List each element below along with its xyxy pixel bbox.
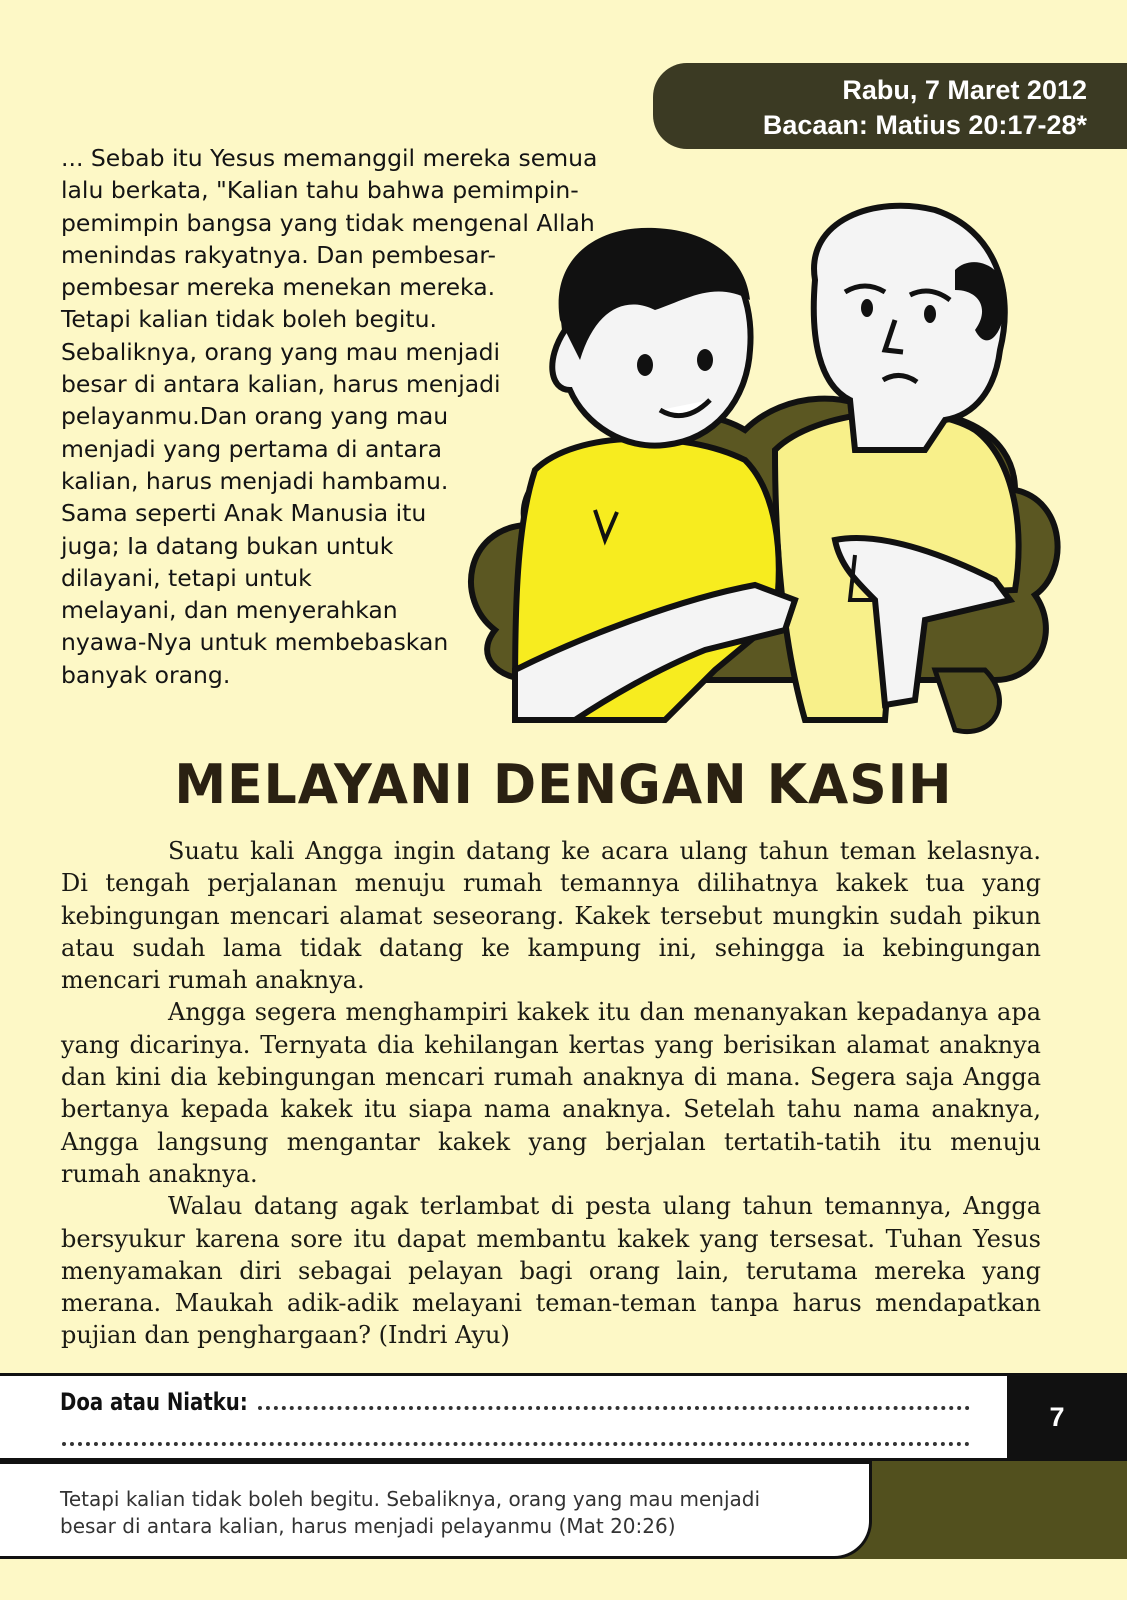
- verse-line: banyak orang.: [61, 660, 231, 689]
- verse-line: kalian, harus menjadi hambamu.: [61, 466, 449, 495]
- dotted-line: [258, 1406, 970, 1410]
- verse-line: Tetapi kalian tidak boleh begitu.: [61, 305, 437, 334]
- boy-helping-old-man-illustration: [455, 200, 1075, 755]
- verse-line: lalu berkata, "Kalian tahu bahwa pemimpin-: [61, 176, 579, 205]
- story-paragraph: Walau datang agak terlambat di pesta ulang tahun temannya, Angga bersyukur karena sore itu dapat membantu kakek yang tersesat. Tuhan Yesus menyamakan diri sebagai pelayan bagi orang lain, terutama mereka yang merana. Maukah adik-adik melayani teman-teman tanpa harus mendapatkan pujian dan penghargaan? (Indri Ayu): [61, 1192, 1041, 1350]
- footer-verse-box: [0, 1461, 872, 1559]
- footer-verse: [60, 1486, 760, 1540]
- verse-line: nyawa-Nya untuk membebaskan: [61, 628, 449, 657]
- reading-reference: Bacaan: Matius 20:17-28*: [762, 110, 1087, 140]
- verse-line: pelayanmu.Dan orang yang mau: [61, 402, 449, 431]
- verse-line: pembesar mereka menekan mereka.: [61, 273, 496, 302]
- verse-line: juga; Ia datang bukan untuk: [61, 531, 394, 560]
- verse-line: Sama seperti Anak Manusia itu: [61, 499, 427, 528]
- verse-line: pemimpin bangsa yang tidak mengenal Allah: [61, 208, 595, 237]
- prayer-label: Doa atau Niatku:: [60, 1388, 248, 1416]
- verse-line: ... Sebab itu Yesus memanggil mereka semua: [61, 144, 598, 172]
- date-banner: [653, 63, 1127, 149]
- prayer-box: [0, 1373, 1007, 1461]
- verse-line: menjadi yang pertama di antara: [61, 434, 442, 463]
- story-text: [61, 835, 1041, 1352]
- page-title: MELAYANI DENGAN KASIH: [174, 753, 953, 817]
- verse-line: besar di antara kalian, harus menjadi: [61, 370, 501, 399]
- verse-line: dilayani, tetapi untuk: [61, 563, 312, 592]
- verse-line: Sebaliknya, orang yang mau menjadi: [61, 337, 501, 366]
- story-paragraph: Suatu kali Angga ingin datang ke acara ulang tahun teman kelasnya. Di tengah perjalanan menuju rumah temannya dilihatnya kakek tua yang kebingungan mencari alamat seseorang. Kakek tersebut mungkin sudah pikun atau sudah lama tidak datang ke kampung ini, sehingga ia kebingungan mencari rumah anaknya.: [61, 837, 1041, 995]
- dotted-line: [62, 1442, 970, 1446]
- footer-verse-line: Tetapi kalian tidak boleh begitu. Sebaliknya, orang yang mau menjadi: [60, 1487, 761, 1511]
- page-number: 7: [1007, 1373, 1127, 1461]
- date-text: Rabu, 7 Maret 2012: [842, 75, 1087, 105]
- footer-verse-line: besar di antara kalian, harus menjadi pelayanmu (Mat 20:26): [60, 1514, 676, 1538]
- verse-line: melayani, dan menyerahkan: [61, 596, 398, 625]
- verse-line: menindas rakyatnya. Dan pembesar-: [61, 240, 496, 269]
- story-paragraph: Angga segera menghampiri kakek itu dan menanyakan kepadanya apa yang dicarinya. Ternyata dia kehilangan kertas yang berisikan alamat anaknya dan kini dia kebingungan mencari rumah anaknya di mana. Segera saja Angga bertanya kepada kakek itu siapa nama anaknya. Setelah tahu nama anaknya, Angga langsung mengantar kakek yang berjalan tertatih-tatih itu menuju rumah anaknya.: [61, 998, 1041, 1188]
